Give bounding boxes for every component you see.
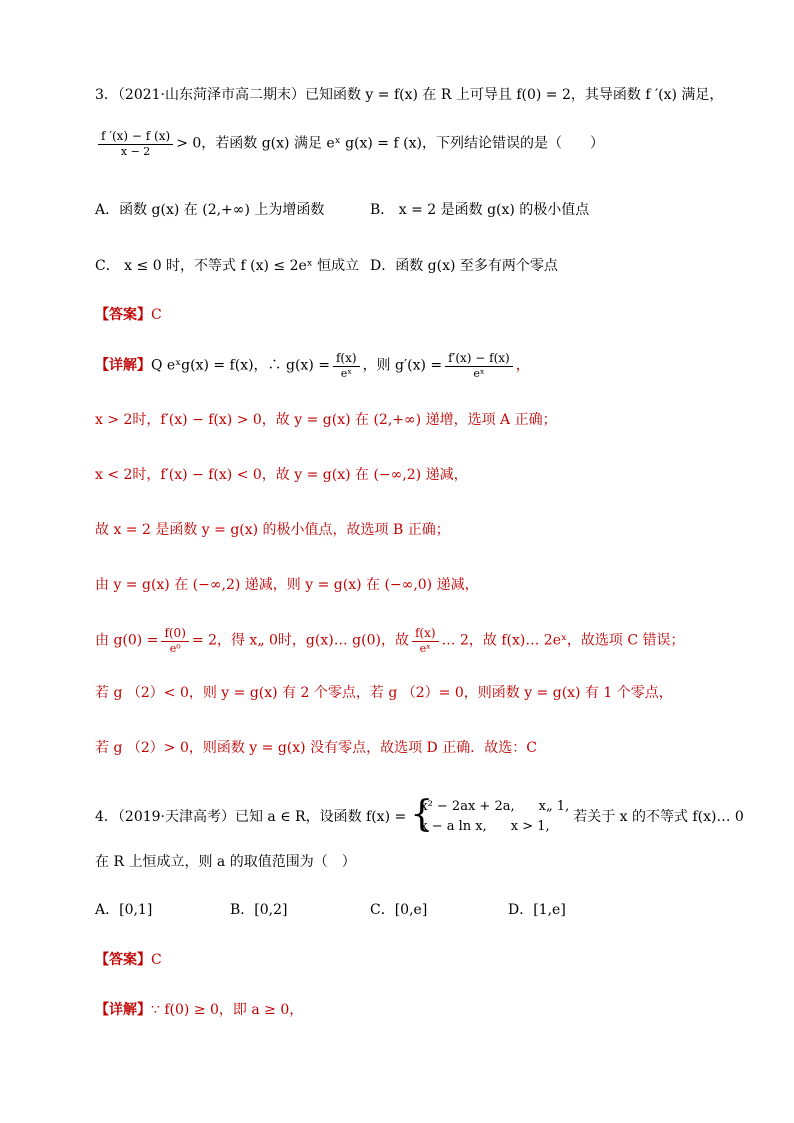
q3-stem-line1: 3．（2021·山东菏泽市高二期末）已知函数 y = f(x) 在 R 上可导且 f(0) = 2，其导函数 f ′(x) 满足， bbox=[95, 87, 724, 103]
q4-option-c: C．[0,e] bbox=[370, 902, 428, 918]
detail-text: ∵ f(0) ≥ 0，即 a ≥ 0， bbox=[151, 1002, 304, 1018]
detail-fraction bbox=[161, 625, 188, 656]
q3-detail-line4: 故 x = 2 是函数 y = g(x) 的极小值点，故选项 B 正确； bbox=[95, 522, 450, 538]
q3-condition-fraction bbox=[98, 128, 173, 159]
detail-label: 【详解】 bbox=[95, 357, 151, 374]
fraction-numerator: f(0) bbox=[161, 625, 188, 642]
q3-option-d: D．函数 g(x) 至多有两个零点 bbox=[370, 258, 558, 274]
q4-option-d: D．[1,e] bbox=[508, 902, 566, 918]
q3-detail-line1 bbox=[95, 350, 530, 381]
q4-stem-text: 4．（2019·天津高考）已知 a ∈ R，设函数 f(x) = bbox=[95, 809, 407, 825]
q3-option-c: C． x ≤ 0 时，不等式 f (x) ≤ 2eˣ 恒成立 bbox=[95, 258, 360, 274]
q3-answer bbox=[95, 305, 162, 325]
fraction-denominator: eˣ bbox=[473, 367, 485, 380]
detail-fraction bbox=[412, 625, 439, 656]
fraction-numerator: f(x) bbox=[333, 350, 360, 367]
q4-option-a: A．[0,1] bbox=[95, 902, 153, 918]
fraction-denominator: e⁰ bbox=[169, 642, 181, 655]
q4-piecewise-function bbox=[410, 794, 570, 837]
detail-text: ，则 g′(x) = bbox=[362, 357, 443, 374]
q3-stem-line2 bbox=[95, 128, 604, 159]
answer-label: 【答案】 bbox=[95, 307, 151, 323]
detail-text: … 2，故 f(x)… 2eˣ，故选项 C 错误； bbox=[441, 632, 685, 649]
answer-value: C bbox=[151, 307, 162, 323]
fraction-numerator: f′(x) − f(x) bbox=[445, 350, 513, 367]
q3-option-b: B． x = 2 是函数 g(x) 的极小值点 bbox=[370, 202, 590, 218]
fraction-numerator: f(x) bbox=[412, 625, 439, 642]
q3-detail-line3: x < 2时，f′(x) − f(x) < 0，故 y = g(x) 在 (−∞,2) 递减， bbox=[95, 467, 468, 483]
case2-expression: x − a ln x, bbox=[420, 819, 487, 834]
q3-detail-line5: 由 y = g(x) 在 (−∞,2) 递减，则 y = g(x) 在 (−∞,0) 递减， bbox=[95, 577, 479, 593]
case2-condition: x > 1, bbox=[510, 819, 550, 834]
q3-option-a: A．函数 g(x) 在 (2,+∞) 上为增函数 bbox=[95, 202, 325, 218]
detail-text: Q eˣg(x) = f(x)，∴ g(x) = bbox=[151, 357, 330, 374]
answer-value: C bbox=[151, 952, 162, 968]
q4-option-b: B．[0,2] bbox=[230, 902, 288, 918]
brace-icon: { bbox=[410, 794, 434, 835]
answer-label: 【答案】 bbox=[95, 952, 151, 968]
q4-stem-line2: 在 R 上恒成立，则 a 的取值范围为（ ） bbox=[95, 854, 356, 870]
case1-condition: x„ 1, bbox=[538, 799, 570, 814]
q3-detail-line8: 若 g （2）> 0，则函数 y = g(x) 没有零点，故选项 D 正确．故选：C bbox=[95, 740, 537, 756]
q4-stem-line1 bbox=[95, 795, 744, 839]
detail-text: 由 g(0) = bbox=[95, 632, 159, 649]
q3-stem-line2-text: > 0，若函数 g(x) 满足 eˣ g(x) = f (x)，下列结论错误的是（ ） bbox=[176, 135, 604, 152]
detail-text: ， bbox=[515, 357, 530, 374]
fraction-denominator: eˣ bbox=[340, 367, 352, 380]
q3-detail-line2: x > 2时，f′(x) − f(x) > 0，故 y = g(x) 在 (2,+∞) 递增，选项 A 正确； bbox=[95, 412, 557, 428]
detail-label: 【详解】 bbox=[95, 1002, 151, 1018]
fraction-numerator: f ′(x) − f (x) bbox=[98, 128, 173, 145]
q4-detail-line1 bbox=[95, 1000, 303, 1020]
q4-stem-text: 若关于 x 的不等式 f(x)… 0 bbox=[573, 809, 744, 825]
case1-expression: x² − 2ax + 2a, bbox=[420, 799, 515, 814]
q3-detail-line6 bbox=[95, 625, 685, 656]
detail-text: = 2，得 x„ 0时，g(x)… g(0)，故 bbox=[191, 632, 409, 649]
detail-fraction bbox=[445, 350, 513, 381]
q4-answer bbox=[95, 950, 162, 970]
detail-fraction bbox=[333, 350, 360, 381]
fraction-denominator: x − 2 bbox=[120, 145, 151, 158]
q3-detail-line7: 若 g （2）< 0，则 y = g(x) 有 2 个零点，若 g （2）= 0，则函数 y = g(x) 有 1 个零点， bbox=[95, 685, 673, 701]
fraction-denominator: eˣ bbox=[419, 642, 431, 655]
